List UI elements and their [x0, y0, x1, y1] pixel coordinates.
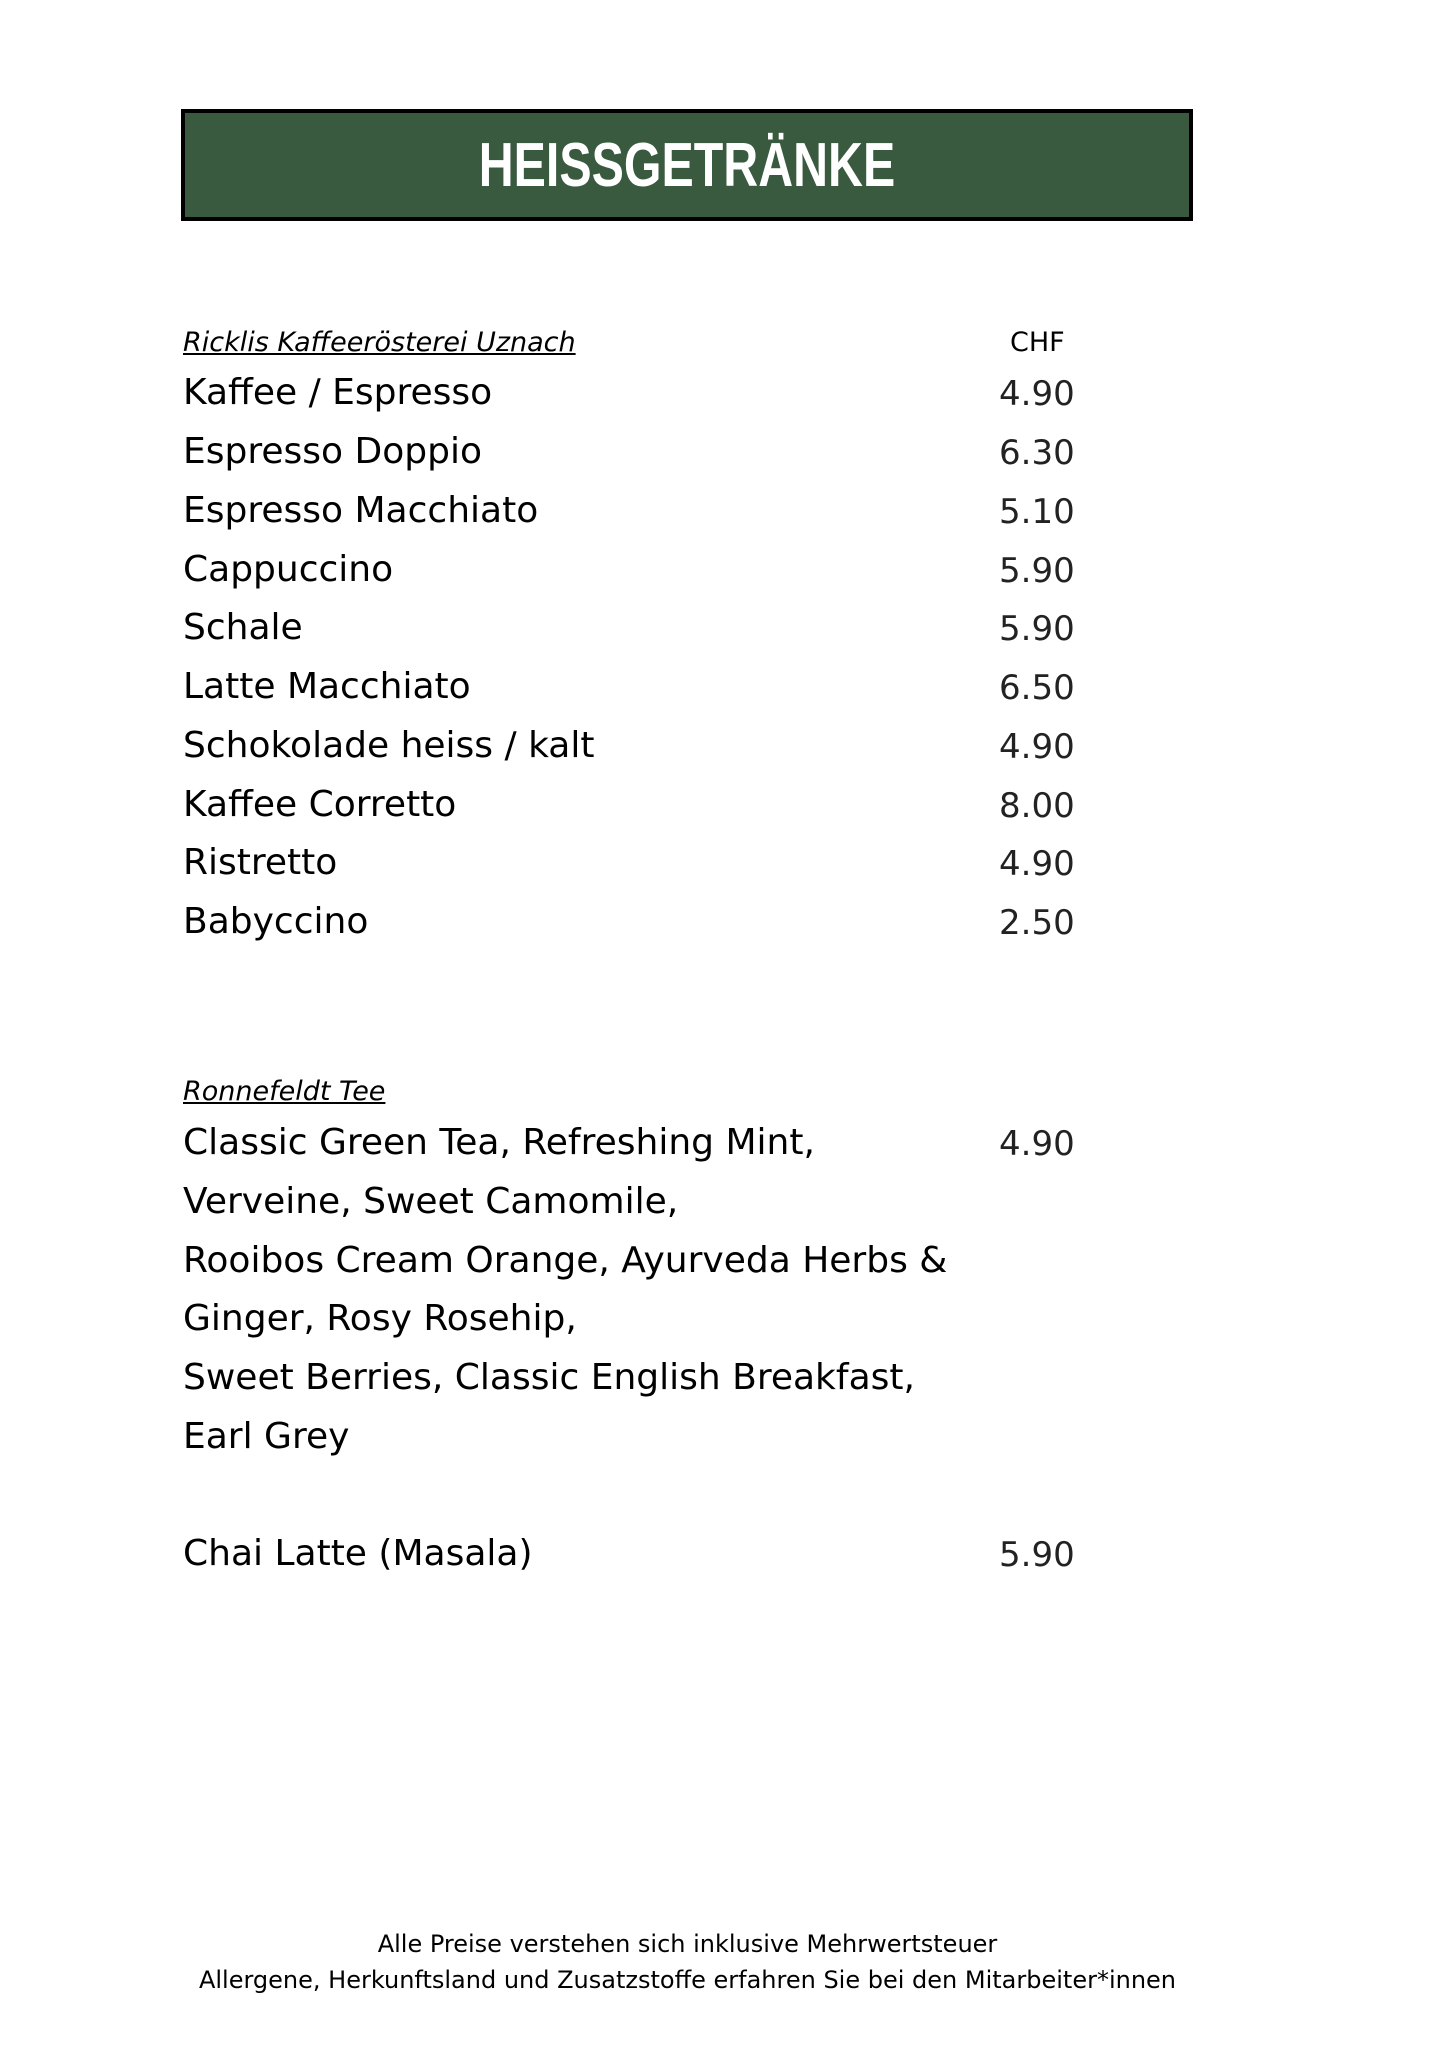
menu-item-price: 6.30 [999, 433, 1075, 473]
menu-item-price: 6.50 [999, 668, 1075, 708]
menu-item-name: Schale [183, 607, 303, 648]
menu-item-name: Kaffee / Espresso [183, 372, 493, 413]
menu-item-price: 4.90 [999, 844, 1075, 884]
tea-list-line: Earl Grey [183, 1416, 350, 1457]
tea-price: 4.90 [999, 1124, 1075, 1164]
tea-list-line: Rooibos Cream Orange, Ayurveda Herbs & [183, 1240, 948, 1281]
menu-item-name: Espresso Doppio [183, 431, 482, 472]
menu-item-name: Babyccino [183, 901, 369, 942]
page-title: HEISSGETRÄNKE [478, 130, 896, 200]
tea-section-heading: Ronnefeldt Tee [183, 1076, 386, 1107]
title-banner [181, 109, 1193, 221]
menu-item-price: 4.90 [999, 374, 1075, 414]
menu-item-price: 2.50 [999, 903, 1075, 943]
menu-item-price: 5.90 [999, 551, 1075, 591]
coffee-section-heading: Ricklis Kaffeerösterei Uznach [183, 327, 576, 358]
menu-item-name: Chai Latte (Masala) [183, 1533, 533, 1574]
menu-item-name: Espresso Macchiato [183, 490, 539, 531]
menu-item-name: Ristretto [183, 842, 338, 883]
menu-item-price: 5.10 [999, 492, 1075, 532]
tea-list-line: Sweet Berries, Classic English Breakfast, [183, 1357, 915, 1398]
menu-item-price: 5.90 [999, 1535, 1075, 1575]
menu-item-price: 8.00 [999, 786, 1075, 826]
footer-vat-note: Alle Preise verstehen sich inklusive Mehrwertsteuer [377, 1930, 998, 1958]
tea-list-line: Verveine, Sweet Camomile, [183, 1181, 679, 1222]
menu-item-name: Schokolade heiss / kalt [183, 725, 595, 766]
currency-label: CHF [1010, 327, 1065, 358]
tea-list-line: Ginger, Rosy Rosehip, [183, 1298, 577, 1339]
footer-allergen-note: Allergene, Herkunftsland und Zusatzstoffe erfahren Sie bei den Mitarbeiter*innen [198, 1966, 1177, 1994]
menu-item-name: Kaffee Corretto [183, 784, 457, 825]
tea-list-line: Classic Green Tea, Refreshing Mint, [183, 1122, 815, 1163]
menu-item-name: Latte Macchiato [183, 666, 471, 707]
menu-item-price: 5.90 [999, 609, 1075, 649]
menu-item-name: Cappuccino [183, 549, 394, 590]
menu-item-price: 4.90 [999, 727, 1075, 767]
